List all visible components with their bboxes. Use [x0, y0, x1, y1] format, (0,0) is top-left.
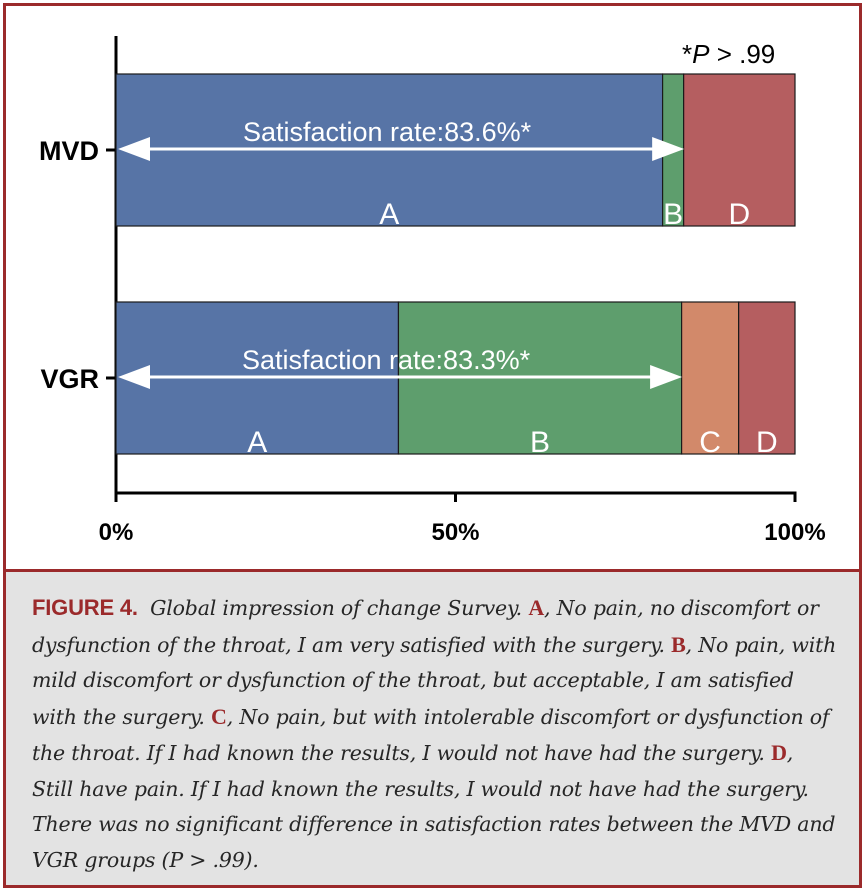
figure-label: FIGURE 4.	[32, 595, 138, 620]
caption-text-d: , Still have pain. If I had known the results, I would not have had the surgery.	[32, 741, 809, 801]
category-label-mvd: MVD	[39, 136, 99, 166]
p-value-annotation: *P > .99	[682, 39, 776, 69]
caption-title: Global impression of change Survey.	[150, 596, 522, 620]
figure-caption	[32, 590, 837, 878]
caption-text-b: , No pain, with mild discomfort or dysfunction of the throat, but acceptable, I am satisfied with the surgery.	[32, 632, 837, 729]
segment-label-vgr-d: D	[755, 426, 778, 459]
x-tick-label: 100%	[764, 519, 826, 546]
caption-key-b: B	[671, 631, 686, 657]
x-tick-label: 50%	[431, 519, 480, 546]
segment-label-mvd-b: B	[663, 198, 684, 231]
caption-key-a: A	[528, 595, 545, 620]
segment-label-vgr-a: A	[247, 426, 268, 459]
caption-text-c: , No pain, but with intolerable discomfort or dysfunction of the throat. If I had known the results, I would not have had the surgery.	[32, 704, 830, 765]
caption-key-d: D	[771, 740, 787, 765]
satisfaction-label-vgr: Satisfaction rate:83.3%*	[241, 345, 531, 375]
chart-area	[6, 6, 859, 569]
stacked-bar-chart	[6, 6, 859, 569]
segment-label-vgr-c: C	[699, 426, 721, 459]
category-label-vgr: VGR	[40, 364, 99, 394]
caption-box	[6, 569, 859, 885]
segment-label-vgr-b: B	[530, 426, 551, 459]
x-tick-label: 0%	[98, 519, 134, 546]
caption-conclusion: There was no significant difference in satisfaction rates between the MVD and VGR groups (P > .99).	[32, 812, 836, 872]
caption-text-a: , No pain, no discomfort or dysfunction of the throat, I am very satisfied with the surgery.	[32, 596, 819, 657]
segment-label-mvd-d: D	[728, 198, 751, 231]
segment-label-mvd-a: A	[379, 198, 400, 231]
caption-key-c: C	[211, 703, 227, 729]
satisfaction-label-mvd: Satisfaction rate:83.6%*	[242, 117, 532, 147]
figure-frame	[3, 3, 862, 888]
